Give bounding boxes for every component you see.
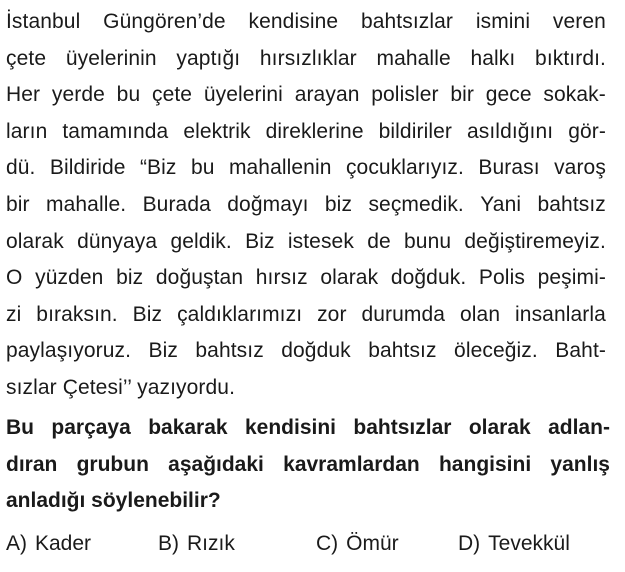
word: üyelerini [203, 83, 283, 107]
word: yüzden [35, 266, 104, 290]
word: biz [324, 192, 353, 216]
word: bahtsızlar [360, 10, 454, 33]
word: ların [6, 119, 48, 143]
word: dünyaya [77, 229, 158, 253]
option-c[interactable] [316, 526, 399, 562]
passage-line-text: sızlar Çetesi’’ yazıyordu. [6, 375, 236, 399]
option-d[interactable] [458, 526, 570, 562]
word: dıran [6, 452, 58, 476]
word: kendisine [248, 10, 339, 33]
word: Baht- [555, 339, 606, 363]
option-text: Kader [35, 532, 92, 555]
word: peşimi- [537, 266, 606, 290]
option-b[interactable] [158, 526, 235, 562]
word: bahtsızlar [353, 416, 452, 439]
word: Biz [245, 229, 275, 253]
word: bahtsız [537, 192, 606, 216]
answer-options [6, 526, 606, 562]
word: Güngören’de [103, 10, 226, 33]
passage-line [6, 260, 606, 297]
word: adlan- [548, 416, 610, 439]
word: bunu [404, 229, 452, 253]
word: bu [190, 156, 215, 180]
word: İstanbul [6, 10, 81, 33]
word: paylaşıyoruz. [6, 339, 132, 363]
word: bahtsız [368, 339, 437, 363]
word: çete [6, 46, 47, 70]
option-text: Tevekkül [488, 532, 570, 555]
question-line-text: anladığı söylenebilir? [6, 489, 221, 512]
word: sokak- [543, 83, 606, 107]
word: durumda [361, 302, 446, 326]
word: Bildiride [49, 156, 126, 180]
word: Biz [148, 339, 178, 363]
passage-line [6, 187, 606, 224]
word: insanlarla [515, 302, 606, 326]
word: varoş [554, 156, 606, 180]
passage-line [6, 4, 606, 41]
word: de [367, 229, 391, 253]
word: bıktırdı. [535, 46, 606, 70]
option-letter: D) [458, 532, 481, 555]
word: bu [116, 83, 141, 107]
word: olarak [468, 416, 531, 439]
word: mahalle [376, 46, 451, 70]
question-line [6, 410, 610, 447]
word: direklerine [265, 119, 364, 143]
word: veren [552, 10, 606, 33]
question-stem [6, 410, 610, 520]
reading-passage [6, 4, 606, 407]
word: biz [116, 266, 144, 290]
option-text: Ömür [346, 532, 399, 555]
word: kavramlardan [283, 452, 420, 476]
option-letter: B) [158, 532, 179, 555]
word: zi [6, 302, 22, 326]
word: çocuklarıyız. [345, 156, 464, 180]
option-letter: A) [6, 532, 27, 555]
question-line [6, 447, 610, 484]
word: “Biz [139, 156, 177, 180]
word: Biz [132, 302, 163, 326]
word: yerde [51, 83, 105, 107]
word: bir [6, 192, 30, 216]
word: tamamında [62, 119, 169, 143]
option-text: Rızık [187, 532, 235, 555]
word: bir [450, 83, 474, 107]
word: değiştiremeyiz. [464, 229, 606, 253]
option-a[interactable] [6, 526, 91, 562]
word: gör- [568, 119, 606, 143]
word: Burada [142, 192, 211, 216]
word: polisler [371, 83, 439, 107]
word: gece [485, 83, 532, 107]
word: olarak [320, 266, 379, 290]
word: arayan [294, 83, 360, 107]
word: ismini [475, 10, 531, 33]
word: seçmedik. [368, 192, 464, 216]
word: Her [6, 83, 41, 107]
word: hırsızlıklar [259, 46, 357, 70]
word: elektrik [183, 119, 251, 143]
word: bıraksın. [36, 302, 118, 326]
word: hırsız [255, 266, 308, 290]
word: geldik. [170, 229, 232, 253]
word: doğuştan [155, 266, 244, 290]
word: aşağıdaki [168, 452, 264, 476]
word: olan [460, 302, 501, 326]
word: Polis [478, 266, 525, 290]
word: çaldıklarımızı [177, 302, 303, 326]
word: grubun [76, 452, 149, 476]
word: çete [151, 83, 193, 107]
word: Bu [6, 416, 34, 439]
passage-line [6, 41, 606, 78]
passage-line [6, 150, 606, 187]
word: asıldığını [466, 119, 554, 143]
word: doğduk. [390, 266, 467, 290]
passage-line [6, 370, 606, 407]
word: mahalle. [46, 192, 127, 216]
word: doğmayı [227, 192, 309, 216]
passage-line [6, 297, 606, 334]
word: parçaya [51, 416, 131, 439]
word: bahtsız [195, 339, 264, 363]
option-letter: C) [316, 532, 339, 555]
word: hangisini [438, 452, 532, 476]
question-line [6, 483, 610, 520]
passage-line [6, 114, 606, 151]
word: mahallenin [228, 156, 332, 180]
word: kendisini [244, 416, 337, 439]
word: öleceğiz. [454, 339, 538, 363]
word: yanlış [550, 452, 610, 476]
word: doğduk [281, 339, 351, 363]
word: yaptığı [176, 46, 241, 70]
passage-line [6, 77, 606, 114]
passage-line [6, 224, 606, 261]
word: O [6, 266, 23, 290]
word: halkı [470, 46, 516, 70]
passage-line [6, 333, 606, 370]
word: Yani [480, 192, 522, 216]
word: Burası [478, 156, 540, 180]
word: bildiriler [378, 119, 452, 143]
word: üyelerinin [65, 46, 157, 70]
word: zor [317, 302, 347, 326]
word: olarak [6, 229, 64, 253]
word: dü. [6, 156, 36, 180]
word: bakarak [148, 416, 228, 439]
word: istesek [287, 229, 354, 253]
